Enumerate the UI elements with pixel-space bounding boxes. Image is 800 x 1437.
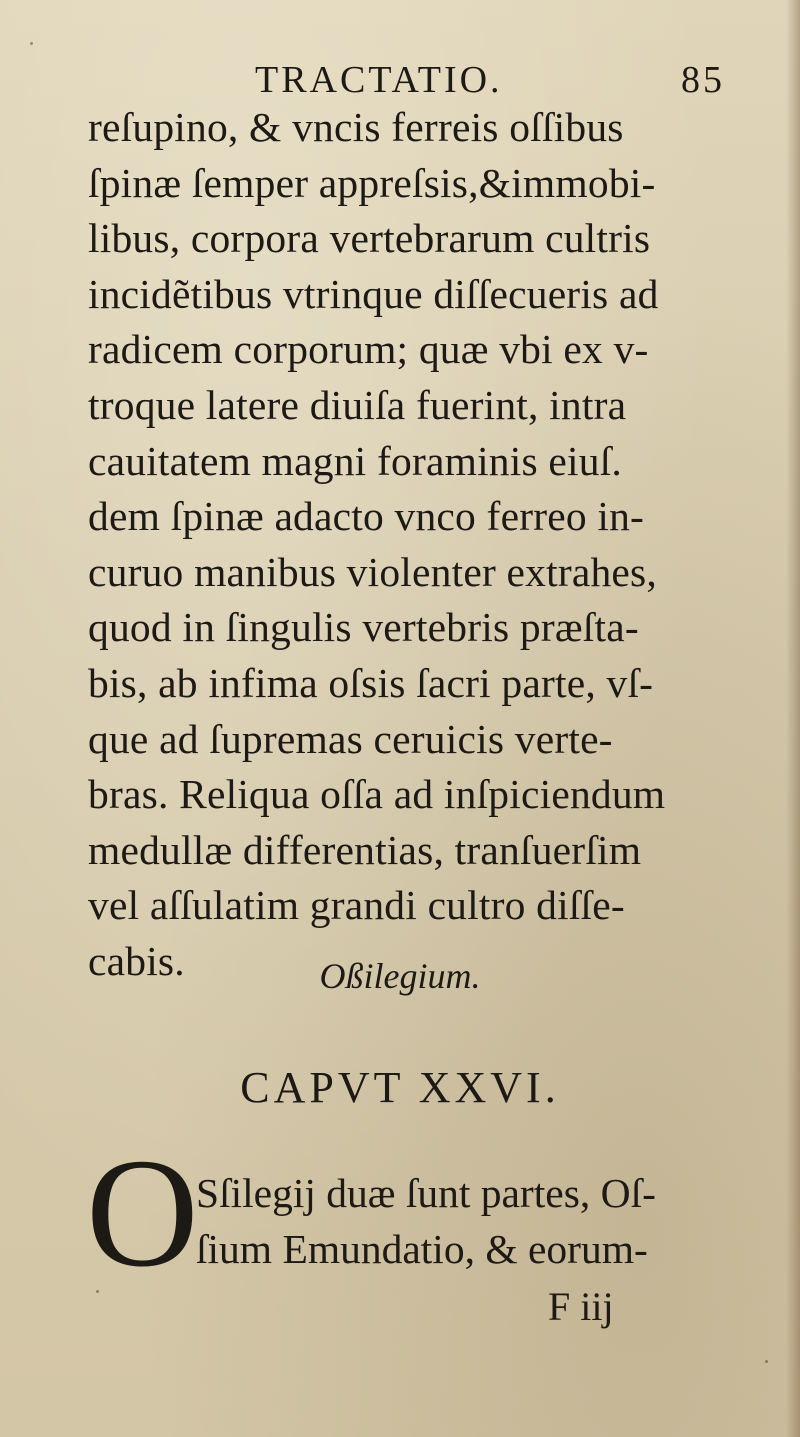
page-number: 85	[681, 59, 725, 101]
text-line: medullæ differentias, tranſuerſim	[88, 826, 642, 873]
text-line: incidẽtibus vtrinque diſſecueris ad	[88, 270, 659, 317]
section-subheading: Oßilegium.	[319, 956, 481, 996]
text-line: radicem corporum; quæ vbi ex v-	[88, 326, 649, 373]
text-line: que ad ſupremas ceruicis verte-	[88, 715, 613, 762]
text-line: quod in ſingulis vertebris præſta-	[88, 604, 639, 651]
text-line: dem ſpinæ adacto vnco ferreo in-	[88, 493, 645, 540]
page-edge-shadow	[786, 0, 800, 1437]
paper-speck	[30, 42, 33, 45]
running-title: TRACTATIO.	[255, 59, 503, 101]
chapter-heading: CAPVT XXVI.	[240, 1063, 560, 1112]
body-text	[88, 100, 738, 990]
text-line: ſpinæ ſemper appreſsis,&immobi-	[88, 159, 656, 206]
text-line: cabis.	[88, 937, 185, 984]
chapter-text	[196, 1166, 741, 1277]
signature-mark: F iij	[548, 1284, 614, 1329]
paper-speck	[765, 1360, 768, 1363]
text-line: cauitatem magni foraminis eiuſ.	[88, 437, 623, 484]
text-line: troque latere diuiſa fuerint, intra	[88, 381, 627, 428]
text-line: libus, corpora vertebrarum cultris	[88, 215, 651, 262]
text-line: curuo manibus violenter extrahes,	[88, 548, 657, 595]
text-line: bis, ab infima oſsis ſacri parte, vſ-	[88, 659, 654, 706]
text-line: reſupino, & vncis ferreis oſſibus	[88, 104, 624, 150]
text-line: bras. Reliqua oſſa ad inſpiciendum	[88, 771, 666, 818]
drop-cap: O	[86, 1126, 199, 1299]
text-line: vel aſſulatim grandi cultro diſſe-	[88, 882, 625, 929]
text-line: ſium Emundatio, & eorum-	[196, 1225, 648, 1272]
text-line: Sſilegij duæ ſunt partes, Oſ-	[196, 1170, 656, 1216]
